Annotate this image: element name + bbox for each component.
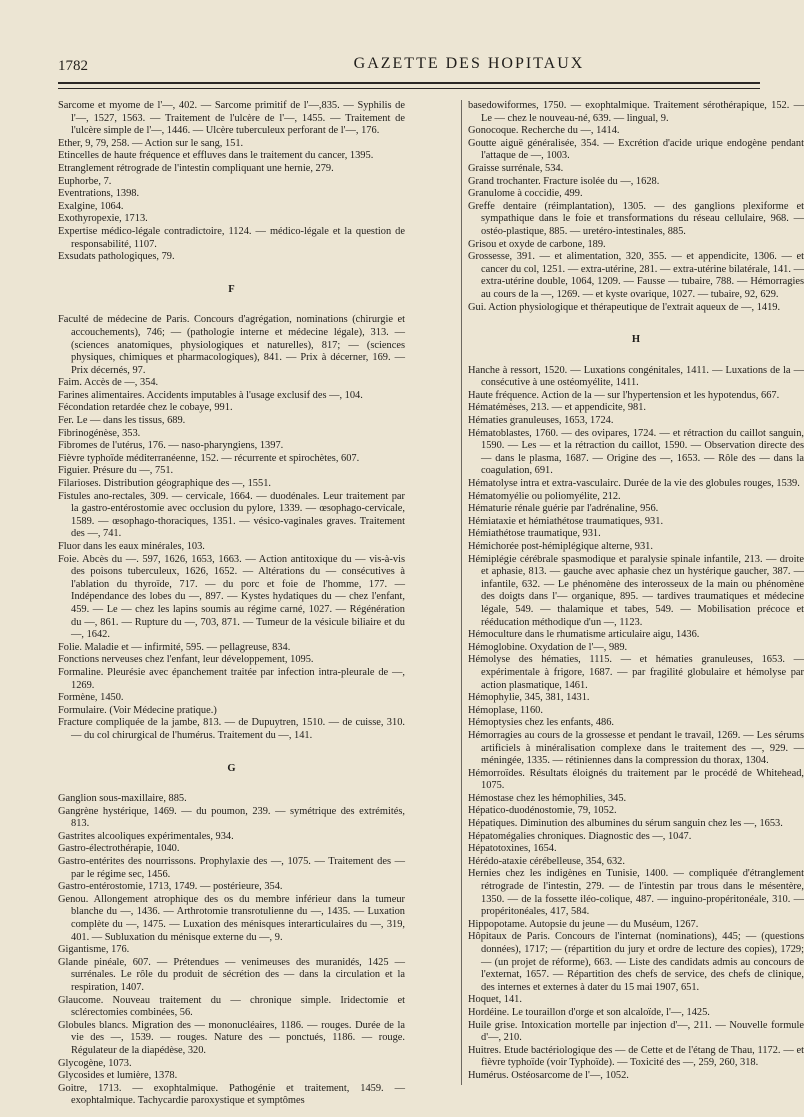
- index-entry: Eventrations, 1398.: [58, 188, 140, 200]
- index-entry: Goutte aiguë généralisée, 354. — Excrétion d'acide urique endogène pendant l'attaque de —, 1003.: [468, 137, 804, 162]
- index-entry: Hémorroïdes. Résultats éloignés du traitement par le procédé de Whitehead, 1075.: [468, 767, 804, 792]
- index-entry: Goitre, 1713. — exophtalmique. Pathogénie et traitement, 1459. — exophtalmique. Tachycardie paroxystique et symptômes: [58, 1082, 405, 1107]
- index-entry: Glaucome. Nouveau traitement du — chronique simple. Iridectomie et sclérectomies combinées, 56.: [58, 994, 405, 1019]
- index-entry: Hémiplégie cérébrale spasmodique et paralysie spinale infantile, 213. — droite et aphasie, 813. — gauche avec aphasie chez un hystérique gaucher, 387. — infantile, 632. — Le phénomène des interosseux de la main ou phénomène des doigts dans l'— organique, 895. — tardives traumatiques et médecine légale, 549. — thalamique et tabes, 549. — Mobilisation précoce et rééducation méthodique d'un —, 1123.: [468, 553, 804, 628]
- index-entry: Hémoplase, 1160.: [468, 704, 543, 716]
- index-entry: Fécondation retardée chez le cobaye, 991.: [58, 402, 233, 414]
- section-letter-h: H: [631, 334, 641, 346]
- index-entry: Etranglement rétrograde de l'intestin compliquant une hernie, 279.: [58, 162, 334, 174]
- section-e-entries: [58, 100, 405, 264]
- index-entry: Formaline. Pleurésie avec épanchement traitée par infection intra-pleurale de —, 1269.: [58, 666, 405, 691]
- index-entry: Granulome à coccidie, 499.: [468, 188, 583, 200]
- index-entry: Glycosides et lumière, 1378.: [58, 1070, 178, 1082]
- index-entry: Humérus. Ostéosarcome de l'—, 1052.: [468, 1069, 629, 1081]
- index-entry: Faim. Accès de —, 354.: [58, 377, 159, 389]
- index-entry: Hémoglobine. Oxydation de l'—, 989.: [468, 641, 628, 653]
- journal-title: GAZETTE DES HOPITAUX: [353, 55, 585, 72]
- index-entry: Filarioses. Distribution géographique des —, 1551.: [58, 478, 271, 490]
- index-entry: Expertise médico-légale contradictoire, 1124. — médico-légale et la question de responsabilité, 1107.: [58, 225, 405, 250]
- index-entry: Exalgine, 1064.: [58, 200, 124, 212]
- column-divider: [461, 100, 462, 1085]
- index-entry: Globules blancs. Migration des — mononucléaires, 1186. — rouges. Durée de la vie des —, 1539. — rouges. Nature des — ponctués, 1186. — rouge. Régulateur de la diapédèse, 320.: [58, 1019, 405, 1056]
- index-entry: Figuier. Présure du —, 751.: [58, 465, 174, 477]
- index-entry: Hémophylie, 345, 381, 1431.: [468, 692, 590, 704]
- index-entry: Euphorbe, 7.: [58, 175, 112, 187]
- index-entry: Hernies chez les indigènes en Tunisie, 1400. — compliquée d'étranglement rétrograde de l'intestin, 279. — de l'intestin par trous dans le mésentère, 1350. — de la fossette iléo-colique, 487. — inguino-propéritonéale, 310. — propéritonéales, 417, 584.: [468, 868, 804, 918]
- index-entry: Ganglion sous-maxillaire, 885.: [58, 793, 187, 805]
- index-entry: Ether, 9, 79, 258. — Action sur le sang, 151.: [58, 137, 244, 149]
- section-letter-g: G: [227, 762, 236, 774]
- page-header: [58, 50, 760, 76]
- index-entry: Graisse surrénale, 534.: [468, 162, 564, 174]
- index-entry: Formulaire. (Voir Médecine pratique.): [58, 704, 217, 716]
- index-entry: Fluor dans les eaux minérales, 103.: [58, 541, 205, 552]
- index-entry: Fièvre typhoïde méditerranéenne, 152. — récurrente et spirochètes, 607.: [58, 452, 360, 464]
- index-entry: Huile grise. Intoxication mortelle par injection d'—, 211. — Nouvelle formule d'—, 210.: [468, 1019, 804, 1044]
- index-entry: Hémoculture dans le rhumatisme articulaire aigu, 1436.: [468, 629, 700, 641]
- index-entry: Hépatiques. Diminution des albumines du sérum sanguin chez les —, 1653.: [468, 818, 783, 830]
- index-entry: Hémostase chez les hémophilies, 345.: [468, 792, 627, 804]
- index-entry: Greffe dentaire (réimplantation), 1305. — des ganglions plexiforme et sympathique dans le foie et transformations du réseau cellulaire, 968. — ostéo-plastique, 885. — uretéro-intestinales, 885.: [468, 200, 804, 237]
- index-entry: Grossesse, 391. — et alimentation, 320, 355. — et appendicite, 1306. — et cancer du col, 1251. — extra-utérine, 281. — extra-utérine bilatérale, 141. — extra-utérine double, 1064, 1209. — Fausse — tubaire, 788. — Hémorragies au cours de la —, 1269. — et kyste ovarique, 1027. — tubaire, 92, 629.: [468, 251, 804, 300]
- index-entry: Gigantisme, 176.: [58, 944, 130, 956]
- index-entry: Hépatico-duodénostomie, 79, 1052.: [468, 805, 617, 817]
- index-entry: Hanche à ressort, 1520. — Luxations congénitales, 1411. — Luxations de la — consécutive à une ostéomyélite, 1411.: [468, 364, 804, 389]
- header-rule-thin: [58, 88, 760, 89]
- index-entry: Gastro-électrothérapie, 1040.: [58, 843, 180, 855]
- section-letter-f: F: [228, 283, 235, 295]
- index-entry: Gastro-entérostomie, 1713, 1749. — postérieure, 354.: [58, 881, 283, 893]
- index-entry: Hémorragies au cours de la grossesse et pendant le travail, 1269. — Les sérums artificiels à minéralisation complexe dans le traitement des —, 929. — méningée, 1335. — rétiniennes dans la compression du thorax, 1304.: [468, 729, 804, 767]
- index-entry: Grand trochanter. Fracture isolée du —, 1628.: [468, 175, 660, 187]
- index-entry: Etincelles de haute fréquence et effluves dans le traitement du cancer, 1395.: [58, 150, 374, 162]
- section-h-entries: [468, 365, 804, 1083]
- index-entry: Hépatomégalies chroniques. Diagnostic des —, 1047.: [468, 830, 692, 842]
- index-entry: Fonctions nerveuses chez l'enfant, leur développement, 1095.: [58, 654, 314, 666]
- index-entry: Haute fréquence. Action de la — sur l'hypertension et les hypotendus, 667.: [468, 389, 780, 401]
- index-entry: Gui. Action physiologique et thérapeutique de l'extrait aqueux de —, 1419.: [468, 301, 781, 313]
- section-f-entries: [58, 314, 405, 742]
- index-entry: Gastro-entérites des nourrissons. Prophylaxie des —, 1075. — Traitement des — par le régime sec, 1456.: [58, 856, 405, 880]
- index-entry: Hérédo-ataxie cérébelleuse, 354, 632.: [468, 855, 625, 867]
- index-entry: Sarcome et myome de l'—, 402. — Sarcome primitif de l'—,835. — Syphilis de l'—, 1527, 1563. — Traitement de l'ulcère de l'—, 1455. — Traitement de l'ulcère simple de l'—, 1446. — Ulcère tuberculeux perforant de l'—, 176.: [58, 100, 405, 137]
- index-entry: Gangrène hystérique, 1469. — du poumon, 239. — symétrique des extrémités, 813.: [58, 805, 405, 830]
- index-entry: Hémolyse des hématies, 1115. — et hématies granuleuses, 1653. — expérimentale à frigore, 1687. — par fragilité globulaire et hémolyse par action plasmatique, 1461.: [468, 654, 804, 691]
- index-entry: Hémoptysies chez les enfants, 486.: [468, 717, 615, 729]
- index-entry: Fibrinogénèse, 353.: [58, 427, 141, 439]
- index-entry: Farines alimentaires. Accidents imputables à l'usage exclusif des —, 104.: [58, 389, 363, 401]
- index-entry: Hémiathétose traumatique, 931.: [468, 528, 601, 540]
- index-entry: Glande pinéale, 607. — Prétendues — venimeuses des muranidés, 1425 — surrénales. Le rôle du produit de sécrétion des — dans la circulation et la respiration, 1407.: [58, 956, 405, 993]
- index-entry: Gonocoque. Recherche du —, 1414.: [468, 125, 620, 137]
- header-rule-thick: [58, 82, 760, 84]
- index-entry: Grisou et oxyde de carbone, 189.: [468, 238, 606, 250]
- index-entry: Exothyropexie, 1713.: [58, 213, 148, 225]
- index-entry: Hémiataxie et hémiathétose traumatiques, 931.: [468, 515, 664, 527]
- index-entry: Genou. Allongement atrophique des os du membre inférieur dans la tumeur blanche du —, 1436. — Arthrotomie transrotulienne du —, 1435. — Luxation complète du —, 1475. — Luxation des ménisques interarticulaires du —, 319, 401. — Subluxation du ménisque externe du —, 9.: [58, 893, 405, 943]
- index-entry: Hématies granuleuses, 1653, 1724.: [468, 415, 614, 427]
- left-column: [58, 100, 405, 1107]
- index-entry: Glycogène, 1073.: [58, 1057, 132, 1069]
- index-entry: basedowiformes, 1750. — exophtalmique. Traitement sérothérapique, 152. — Le — chez le nouveau-né, 639. — lingual, 9.: [468, 100, 804, 124]
- index-entry: Hordéine. Le touraillon d'orge et son alcaloïde, l'—, 1425.: [468, 1006, 710, 1018]
- index-entry: Hématémèses, 213. — et appendicite, 981.: [468, 402, 647, 414]
- page-number: 1782: [58, 58, 88, 74]
- index-entry: Hémichorée post-hémiplégique alterne, 931.: [468, 541, 653, 552]
- index-entry: Hématolyse intra et extra-vasculairc. Durée de la vie des globules rouges, 1539.: [468, 478, 800, 490]
- index-entry: Fibromes de l'utérus, 176. — naso-pharyngiens, 1397.: [58, 440, 284, 452]
- index-entry: Hématurie rénale guérie par l'adrénaline, 956.: [468, 503, 659, 515]
- section-g-entries: [58, 793, 405, 1108]
- index-entry: Hématoblastes, 1760. — des ovipares, 1724. — et rétraction du caillot sanguin, 1590. — Les — et la rétraction du caillot, 1590. — Observation directe des — dans le plasma, 1687. — Origine des —, 1653. — Rôle des — dans la coagulation, 691.: [468, 427, 804, 477]
- index-entry: Hématomyélie ou poliomyélite, 212.: [468, 490, 621, 502]
- index-entry: Fistules ano-rectales, 309. — cervicale, 1664. — duodénales. Leur traitement par la gastro-entérostomie avec occlusion du pylore, 1339. — œsophago-cervicale, 1589. — œsophago-thoraciques, 1351. — vésico-vaginales graves. Traitement des —, 741.: [58, 490, 405, 540]
- index-entry: Exsudats pathologiques, 79.: [58, 251, 175, 263]
- right-column: [468, 100, 804, 1100]
- index-entry: Hoquet, 141.: [468, 994, 522, 1006]
- index-entry: Formène, 1450.: [58, 692, 124, 704]
- index-entry: Faculté de médecine de Paris. Concours d'agrégation, nominations (chirurgie et accouchements), 746; — (pathologie interne et médecine légale), 313. — (sciences anatomiques, physiologiques et naturelles), 817; — (sciences physiques, chimiques et pharmacologiques), 841. — Prix à décerner, 169. — Prix décernés, 97.: [58, 314, 405, 376]
- index-entry: Folie. Maladie et — infirmité, 595. — pellagreuse, 834.: [58, 641, 291, 653]
- index-entry: Hippopotame. Autopsie du jeune — du Muséum, 1267.: [468, 918, 699, 930]
- index-entry: Huitres. Etude bactériologique des — de Cette et de l'étang de Thau, 1172. — et fièvre typhoïde (voir Typhoïde). — Toxicité des —, 259, 260, 318.: [468, 1044, 804, 1069]
- index-entry: Fracture compliquée de la jambe, 813. — de Dupuytren, 1510. — de cuisse, 310. — du col chirurgical de l'humérus. Traitement du —, 141.: [58, 717, 405, 741]
- index-entry: Hépatotoxines, 1654.: [468, 843, 557, 855]
- index-entry: Gastrites alcooliques expérimentales, 934.: [58, 830, 234, 842]
- index-entry: Fer. Le — dans les tissus, 689.: [58, 415, 186, 427]
- section-g-entries-continued: [468, 100, 804, 314]
- index-entry: Hôpitaux de Paris. Concours de l'internat (nominations), 445; — (questions données), 1717; — (répartition du jury et ordre de lecture des copies), 1729; — (un projet de réforme), 663. — Liste des candidats admis au concours de l'externat, 1657. — Répartition des chefs de service, des chefs de clinique, des internes et externes à dater du 15 mai 1907, 651.: [468, 931, 804, 993]
- index-entry: Foie. Abcès du —. 597, 1626, 1653, 1663. — Action antitoxique du — vis-à-vis des poisons tuberculeux, 1626, 1652. — Altérations du — consécutives à l'ablation du thyroïde, 717. — du porc et foie de l'homme, 177. — Indépendance des lobes du —, 897. — Kystes hydatiques du — chez l'enfant, 459. — Le — chez les lapins soumis au régime carné, 1027. — Régénération du —, 861. — Rupture du —, 703, 871. — Tumeur de la vésicule biliaire et du —, 1642.: [58, 553, 405, 641]
